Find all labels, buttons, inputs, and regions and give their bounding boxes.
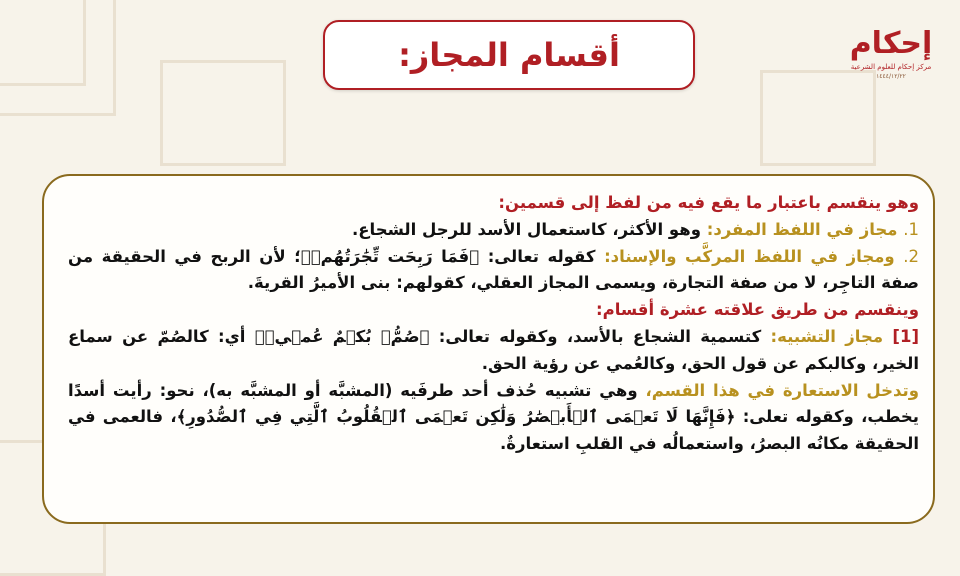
section-text: وهي تشبيه حُذف أحد طرفَيه (المشبَّه أو المشبَّه به)، نحو: رأيت أسدًا يخطب، وكقوله تعلى: ﴿فَإِنَّهَا لَا تَعۡمَى ٱلۡأَبۡصَٰرُ وَلَٰكِن تَعۡمَى ٱلۡقُلُوبُ ٱلَّتِي فِي ٱلصُّدُورِ﴾، فالعمى في الحقيقة مكانُه البصرُ، واستعمالُه في القلبِ استعارةٌ.	[68, 380, 919, 454]
item-label: مجاز في اللفظ المفرد:	[706, 219, 898, 239]
list-item-1	[68, 217, 919, 244]
item-number: 1.	[903, 219, 919, 239]
item-text: كقوله تعالى: ﴿فَمَا رَبِحَت تِّجَٰرَتُهُمۡ﴾؛ لأن الربح في الحقيقة من صفة التاجِر، لا من صفة التجارة، ويسمى المجاز العقلي، كقولهم: بنى الأميرُ القريةَ.	[68, 246, 919, 293]
logo-mark: إحكام	[849, 26, 933, 61]
title-banner	[323, 20, 695, 90]
list-item-2	[68, 244, 919, 298]
section-heading: وينقسم من طريق علاقته عشرة أقسام:	[596, 300, 919, 320]
item-number: 2.	[903, 246, 920, 266]
section-label: مجاز التشبيه:	[770, 326, 893, 346]
logo-subtitle: مركز إحكام للعلوم الشرعية	[850, 63, 932, 71]
section-2	[68, 378, 919, 458]
section-1	[68, 324, 919, 378]
background-pattern	[0, 0, 116, 116]
background-pattern	[0, 0, 86, 86]
page-title: أقسام المجاز:	[398, 36, 620, 74]
section-label: وتدخل الاستعارة في هذا القسم،	[645, 380, 919, 400]
item-label: ومجاز في اللفظ المركَّب والإسناد:	[604, 246, 895, 266]
section-text: كتسمية الشجاع بالأسد، وكقوله تعالى: ﴿صُمُّۢ بُكۡمٌ عُمۡيٞ﴾ أي: كالصُمّ عن سماع الخير، وكالبكم عن قول الحق، وكالعُمي عن رؤية الحق.	[68, 326, 919, 373]
item-text: وهو الأكثر، كاستعمال الأسد للرجل الشجاع.	[351, 219, 707, 239]
background-pattern	[160, 60, 286, 166]
logo-subtitle-2: ١٤٤٤/١٢/٢٢	[876, 73, 906, 80]
section-number: [1]	[892, 326, 919, 346]
content-panel	[42, 174, 935, 524]
brand-logo	[848, 26, 934, 96]
intro-heading: وهو ينقسم باعتبار ما يقع فيه من لفظ إلى قسمين:	[498, 193, 919, 212]
